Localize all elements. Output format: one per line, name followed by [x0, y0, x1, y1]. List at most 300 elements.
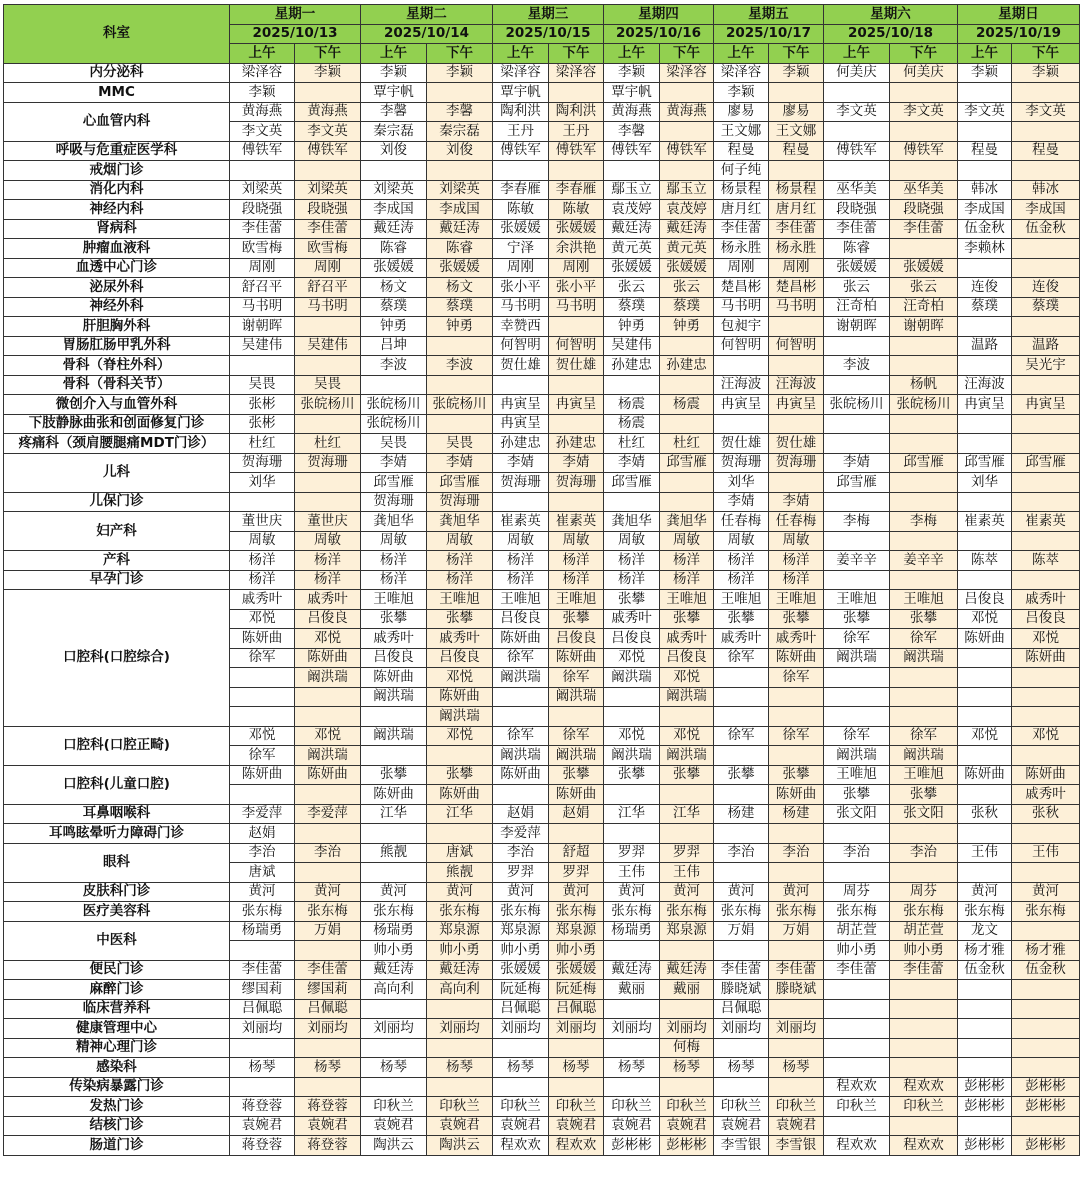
- doctor-cell: 阚洪瑞: [361, 687, 427, 707]
- doctor-cell: 吴畏: [361, 434, 427, 454]
- doctor-cell: [890, 473, 958, 493]
- doctor-cell: [493, 161, 549, 181]
- doctor-cell: [660, 336, 714, 356]
- doctor-cell: 贺海珊: [427, 492, 493, 512]
- doctor-cell: [714, 746, 769, 766]
- department-name: 神经外科: [4, 297, 230, 317]
- doctor-cell: 傅铁军: [890, 141, 958, 161]
- doctor-cell: 张媛媛: [890, 258, 958, 278]
- doctor-cell: 戚秀叶: [427, 629, 493, 649]
- doctor-cell: 何智明: [493, 336, 549, 356]
- doctor-cell: 周刚: [769, 258, 824, 278]
- doctor-cell: 刘丽均: [493, 1019, 549, 1039]
- doctor-cell: 李文英: [824, 102, 890, 122]
- doctor-cell: [427, 824, 493, 844]
- doctor-cell: 何智明: [549, 336, 604, 356]
- doctor-cell: [295, 863, 361, 883]
- doctor-cell: 何子纯: [714, 161, 769, 181]
- doctor-cell: [427, 1077, 493, 1097]
- department-name: 麻醉门诊: [4, 980, 230, 1000]
- doctor-cell: 李佳蕾: [230, 219, 295, 239]
- doctor-cell: 王唯旭: [361, 590, 427, 610]
- doctor-cell: [824, 375, 890, 395]
- doctor-cell: 邓悦: [958, 726, 1012, 746]
- doctor-cell: 陈萃: [1012, 551, 1080, 571]
- doctor-cell: 张小平: [493, 278, 549, 298]
- doctor-cell: 何智明: [714, 336, 769, 356]
- doctor-cell: 李颖: [361, 63, 427, 83]
- doctor-cell: [890, 1116, 958, 1136]
- doctor-cell: [604, 1038, 660, 1058]
- doctor-cell: 印秋兰: [769, 1097, 824, 1117]
- doctor-cell: 陈妍曲: [493, 765, 549, 785]
- doctor-cell: [230, 161, 295, 181]
- doctor-cell: 任春梅: [769, 512, 824, 532]
- doctor-cell: 陈妍曲: [230, 765, 295, 785]
- doctor-cell: 高向利: [427, 980, 493, 1000]
- doctor-cell: 张东梅: [890, 902, 958, 922]
- doctor-cell: 程欢欢: [890, 1136, 958, 1156]
- doctor-cell: [361, 707, 427, 727]
- doctor-cell: 廖易: [769, 102, 824, 122]
- doctor-cell: 杨景程: [714, 180, 769, 200]
- schedule-row: [4, 200, 1080, 220]
- doctor-cell: 戴廷涛: [660, 960, 714, 980]
- doctor-cell: 徐军: [890, 629, 958, 649]
- schedule-table: [3, 4, 1080, 1156]
- doctor-cell: [1012, 258, 1080, 278]
- doctor-cell: 郑泉源: [660, 921, 714, 941]
- doctor-cell: [604, 941, 660, 961]
- department-name: 口腔科(儿童口腔): [4, 765, 230, 804]
- doctor-cell: 周敏: [660, 531, 714, 551]
- doctor-cell: 张媛媛: [493, 960, 549, 980]
- doctor-cell: 马书明: [769, 297, 824, 317]
- doctor-cell: 欧雪梅: [230, 239, 295, 259]
- doctor-cell: 杨震: [604, 395, 660, 415]
- doctor-cell: 袁婉君: [714, 1116, 769, 1136]
- doctor-cell: 杨洋: [493, 570, 549, 590]
- doctor-cell: [427, 999, 493, 1019]
- doctor-cell: [769, 863, 824, 883]
- day-header: 星期六: [824, 5, 958, 25]
- doctor-cell: 马书明: [493, 297, 549, 317]
- department-name: 消化内科: [4, 180, 230, 200]
- doctor-cell: 黄元英: [604, 239, 660, 259]
- doctor-cell: 张东梅: [824, 902, 890, 922]
- doctor-cell: 袁婉君: [549, 1116, 604, 1136]
- am-header: 上午: [493, 44, 549, 64]
- day-header: 星期四: [604, 5, 714, 25]
- doctor-cell: [714, 824, 769, 844]
- doctor-cell: 张攀: [549, 765, 604, 785]
- doctor-cell: 冉寅呈: [493, 414, 549, 434]
- doctor-cell: 孙建忠: [549, 434, 604, 454]
- doctor-cell: [361, 1077, 427, 1097]
- doctor-cell: 邓悦: [660, 726, 714, 746]
- doctor-cell: 钟勇: [604, 317, 660, 337]
- doctor-cell: 张媛媛: [549, 960, 604, 980]
- doctor-cell: 罗羿: [549, 863, 604, 883]
- doctor-cell: 周敏: [493, 531, 549, 551]
- doctor-cell: 滕晓斌: [714, 980, 769, 1000]
- doctor-cell: 周敏: [295, 531, 361, 551]
- doctor-cell: 戚秀叶: [604, 609, 660, 629]
- doctor-cell: [1012, 239, 1080, 259]
- doctor-cell: 王唯旭: [824, 590, 890, 610]
- doctor-cell: 陈妍曲: [361, 668, 427, 688]
- doctor-cell: 蔡璞: [427, 297, 493, 317]
- doctor-cell: 黄河: [958, 882, 1012, 902]
- doctor-cell: 郑泉源: [493, 921, 549, 941]
- doctor-cell: 傅铁军: [604, 141, 660, 161]
- doctor-cell: 戴廷涛: [604, 219, 660, 239]
- doctor-cell: 王唯旭: [549, 590, 604, 610]
- doctor-cell: 阚洪瑞: [604, 746, 660, 766]
- doctor-cell: 程欢欢: [493, 1136, 549, 1156]
- schedule-row: [4, 551, 1080, 571]
- doctor-cell: 刘华: [230, 473, 295, 493]
- doctor-cell: 赵娟: [493, 804, 549, 824]
- doctor-cell: [660, 83, 714, 103]
- doctor-cell: [958, 746, 1012, 766]
- pm-header: 下午: [890, 44, 958, 64]
- am-header: 上午: [230, 44, 295, 64]
- doctor-cell: [549, 375, 604, 395]
- doctor-cell: 李颖: [295, 63, 361, 83]
- doctor-cell: [1012, 375, 1080, 395]
- doctor-cell: [890, 492, 958, 512]
- doctor-cell: [824, 687, 890, 707]
- doctor-cell: 李婧: [604, 453, 660, 473]
- doctor-cell: 郑泉源: [427, 921, 493, 941]
- doctor-cell: [361, 824, 427, 844]
- doctor-cell: 李佳蕾: [714, 219, 769, 239]
- doctor-cell: [958, 122, 1012, 142]
- doctor-cell: 吕佩聪: [714, 999, 769, 1019]
- doctor-cell: [493, 707, 549, 727]
- doctor-cell: 徐军: [549, 668, 604, 688]
- doctor-cell: [493, 492, 549, 512]
- doctor-cell: 邱雪雁: [824, 473, 890, 493]
- department-name: 神经内科: [4, 200, 230, 220]
- doctor-cell: 彭彬彬: [1012, 1077, 1080, 1097]
- pm-header: 下午: [549, 44, 604, 64]
- doctor-cell: 戴丽: [660, 980, 714, 1000]
- doctor-cell: 戴廷涛: [427, 219, 493, 239]
- doctor-cell: [1012, 531, 1080, 551]
- doctor-cell: 李佳蕾: [769, 219, 824, 239]
- doctor-cell: 李治: [230, 843, 295, 863]
- doctor-cell: 刘丽均: [769, 1019, 824, 1039]
- doctor-cell: [958, 824, 1012, 844]
- doctor-cell: 戴丽: [604, 980, 660, 1000]
- doctor-cell: [958, 414, 1012, 434]
- doctor-cell: 舒召平: [230, 278, 295, 298]
- schedule-row: [4, 843, 1080, 863]
- doctor-cell: [890, 824, 958, 844]
- doctor-cell: [1012, 980, 1080, 1000]
- schedule-row: [4, 960, 1080, 980]
- doctor-cell: [824, 824, 890, 844]
- doctor-cell: 刘梁英: [427, 180, 493, 200]
- doctor-cell: 董世庆: [230, 512, 295, 532]
- doctor-cell: 印秋兰: [493, 1097, 549, 1117]
- doctor-cell: 傅铁军: [230, 141, 295, 161]
- doctor-cell: [295, 83, 361, 103]
- department-name: 胃肠肛肠甲乳外科: [4, 336, 230, 356]
- department-name: 微创介入与血管外科: [4, 395, 230, 415]
- doctor-cell: 彭彬彬: [660, 1136, 714, 1156]
- doctor-cell: [890, 83, 958, 103]
- doctor-cell: 钟勇: [427, 317, 493, 337]
- doctor-cell: 吕俊良: [1012, 609, 1080, 629]
- doctor-cell: [958, 1116, 1012, 1136]
- doctor-cell: 戚秀叶: [769, 629, 824, 649]
- doctor-cell: 姜辛辛: [824, 551, 890, 571]
- doctor-cell: 戚秀叶: [1012, 785, 1080, 805]
- department-name: 皮肤科门诊: [4, 882, 230, 902]
- doctor-cell: 徐军: [493, 648, 549, 668]
- doctor-cell: [958, 83, 1012, 103]
- doctor-cell: 李赖林: [958, 239, 1012, 259]
- doctor-cell: 崔素英: [493, 512, 549, 532]
- doctor-cell: [427, 414, 493, 434]
- doctor-cell: 唐月红: [769, 200, 824, 220]
- doctor-cell: 阚洪瑞: [890, 746, 958, 766]
- schedule-row: [4, 375, 1080, 395]
- doctor-cell: 黄河: [549, 882, 604, 902]
- doctor-cell: 戴廷涛: [361, 219, 427, 239]
- doctor-cell: 阮延梅: [549, 980, 604, 1000]
- doctor-cell: 黄海燕: [604, 102, 660, 122]
- doctor-cell: 黄河: [604, 882, 660, 902]
- schedule-row: [4, 902, 1080, 922]
- doctor-cell: 张东梅: [230, 902, 295, 922]
- doctor-cell: [230, 687, 295, 707]
- doctor-cell: 张攀: [714, 765, 769, 785]
- doctor-cell: 王唯旭: [714, 590, 769, 610]
- doctor-cell: 印秋兰: [714, 1097, 769, 1117]
- doctor-cell: 程曼: [769, 141, 824, 161]
- doctor-cell: 黄河: [361, 882, 427, 902]
- doctor-cell: 张皖杨川: [295, 395, 361, 415]
- doctor-cell: 邓悦: [230, 726, 295, 746]
- doctor-cell: 杜红: [660, 434, 714, 454]
- doctor-cell: [769, 687, 824, 707]
- department-name: 儿保门诊: [4, 492, 230, 512]
- doctor-cell: [958, 434, 1012, 454]
- doctor-cell: 杨琴: [361, 1058, 427, 1078]
- doctor-cell: [1012, 921, 1080, 941]
- doctor-cell: 李爱萍: [493, 824, 549, 844]
- doctor-cell: [890, 999, 958, 1019]
- doctor-cell: [604, 375, 660, 395]
- doctor-cell: [1012, 707, 1080, 727]
- day-header: 星期一: [230, 5, 361, 25]
- doctor-cell: [660, 824, 714, 844]
- department-name: 肿瘤血液科: [4, 239, 230, 259]
- doctor-cell: 汪海波: [958, 375, 1012, 395]
- doctor-cell: 张媛媛: [427, 258, 493, 278]
- doctor-cell: 傅铁军: [660, 141, 714, 161]
- doctor-cell: 唐斌: [230, 863, 295, 883]
- doctor-cell: 袁婉君: [604, 1116, 660, 1136]
- doctor-cell: 秦宗磊: [427, 122, 493, 142]
- doctor-cell: 张皖杨川: [361, 414, 427, 434]
- doctor-cell: 杨琴: [769, 1058, 824, 1078]
- doctor-cell: 徐军: [769, 668, 824, 688]
- doctor-cell: [714, 707, 769, 727]
- doctor-cell: [714, 941, 769, 961]
- doctor-cell: [361, 1038, 427, 1058]
- doctor-cell: 滕晓斌: [769, 980, 824, 1000]
- doctor-cell: 李成国: [427, 200, 493, 220]
- schedule-row: [4, 180, 1080, 200]
- doctor-cell: [824, 83, 890, 103]
- doctor-cell: [295, 356, 361, 376]
- doctor-cell: 张攀: [549, 609, 604, 629]
- doctor-cell: [660, 785, 714, 805]
- doctor-cell: 傅铁军: [824, 141, 890, 161]
- doctor-cell: 龚旭华: [361, 512, 427, 532]
- schedule-row: [4, 414, 1080, 434]
- doctor-cell: 贺海珊: [769, 453, 824, 473]
- doctor-cell: 吕俊良: [549, 629, 604, 649]
- doctor-cell: 黄河: [295, 882, 361, 902]
- doctor-cell: 邱雪雁: [890, 453, 958, 473]
- doctor-cell: 贺海珊: [493, 473, 549, 493]
- doctor-cell: 戴廷涛: [660, 219, 714, 239]
- doctor-cell: [769, 414, 824, 434]
- doctor-cell: 黄河: [769, 882, 824, 902]
- doctor-cell: 贺海珊: [295, 453, 361, 473]
- doctor-cell: [295, 707, 361, 727]
- doctor-cell: 程欢欢: [890, 1077, 958, 1097]
- doctor-cell: 钟勇: [660, 317, 714, 337]
- doctor-cell: [824, 1116, 890, 1136]
- doctor-cell: 吕俊良: [427, 648, 493, 668]
- doctor-cell: [361, 161, 427, 181]
- doctor-cell: 王伟: [958, 843, 1012, 863]
- doctor-cell: 周刚: [295, 258, 361, 278]
- doctor-cell: 贺海珊: [549, 473, 604, 493]
- doctor-cell: 邱雪雁: [660, 453, 714, 473]
- date-header: 2025/10/16: [604, 24, 714, 44]
- doctor-cell: 罗羿: [493, 863, 549, 883]
- doctor-cell: 刘华: [958, 473, 1012, 493]
- doctor-cell: [1012, 570, 1080, 590]
- doctor-cell: [549, 824, 604, 844]
- doctor-cell: 邓悦: [604, 726, 660, 746]
- doctor-cell: 贺仕雄: [549, 356, 604, 376]
- doctor-cell: 鄢玉立: [604, 180, 660, 200]
- doctor-cell: 吕俊良: [295, 609, 361, 629]
- doctor-cell: 周敏: [361, 531, 427, 551]
- doctor-cell: 印秋兰: [890, 1097, 958, 1117]
- doctor-cell: [1012, 122, 1080, 142]
- doctor-cell: 徐军: [890, 726, 958, 746]
- am-header: 上午: [958, 44, 1012, 64]
- doctor-cell: 刘丽均: [604, 1019, 660, 1039]
- doctor-cell: 李佳蕾: [769, 960, 824, 980]
- doctor-cell: 邱雪雁: [1012, 453, 1080, 473]
- doctor-cell: 张东梅: [427, 902, 493, 922]
- doctor-cell: 覃宇帆: [604, 83, 660, 103]
- doctor-cell: 孙建忠: [660, 356, 714, 376]
- doctor-cell: 陶洪云: [427, 1136, 493, 1156]
- doctor-cell: 陈妍曲: [361, 785, 427, 805]
- doctor-cell: 黄河: [714, 882, 769, 902]
- doctor-cell: 杨琴: [660, 1058, 714, 1078]
- doctor-cell: 张皖杨川: [824, 395, 890, 415]
- doctor-cell: 吕佩聪: [549, 999, 604, 1019]
- doctor-cell: 周芬: [824, 882, 890, 902]
- doctor-cell: 邱雪雁: [361, 473, 427, 493]
- doctor-cell: 程曼: [714, 141, 769, 161]
- doctor-cell: 杨震: [604, 414, 660, 434]
- doctor-cell: 杨洋: [769, 570, 824, 590]
- doctor-cell: 张东梅: [1012, 902, 1080, 922]
- doctor-cell: 杨洋: [549, 551, 604, 571]
- doctor-cell: 李文英: [295, 122, 361, 142]
- doctor-cell: [769, 83, 824, 103]
- doctor-cell: 阚洪瑞: [660, 746, 714, 766]
- doctor-cell: [890, 531, 958, 551]
- doctor-cell: 彭彬彬: [1012, 1097, 1080, 1117]
- doctor-cell: 余洪艳: [549, 239, 604, 259]
- doctor-cell: [890, 707, 958, 727]
- doctor-cell: 杨景程: [769, 180, 824, 200]
- doctor-cell: 何梅: [660, 1038, 714, 1058]
- doctor-cell: 陈妍曲: [295, 765, 361, 785]
- doctor-cell: 连俊: [1012, 278, 1080, 298]
- doctor-cell: 温路: [958, 336, 1012, 356]
- doctor-cell: [714, 414, 769, 434]
- doctor-cell: 陈睿: [824, 239, 890, 259]
- doctor-cell: 袁茂婷: [660, 200, 714, 220]
- am-header: 上午: [714, 44, 769, 64]
- doctor-cell: 董世庆: [295, 512, 361, 532]
- department-name: 临床营养科: [4, 999, 230, 1019]
- doctor-cell: 邓悦: [295, 726, 361, 746]
- doctor-cell: 周敏: [769, 531, 824, 551]
- doctor-cell: [230, 941, 295, 961]
- doctor-cell: [714, 1038, 769, 1058]
- doctor-cell: [824, 492, 890, 512]
- doctor-cell: 杨洋: [769, 551, 824, 571]
- doctor-cell: 陈睿: [361, 239, 427, 259]
- doctor-cell: 刘丽均: [549, 1019, 604, 1039]
- doctor-cell: [1012, 317, 1080, 337]
- doctor-cell: 万娟: [769, 921, 824, 941]
- doctor-cell: 孙建忠: [493, 434, 549, 454]
- doctor-cell: 李佳蕾: [890, 960, 958, 980]
- doctor-cell: 周敏: [604, 531, 660, 551]
- doctor-cell: [958, 1038, 1012, 1058]
- doctor-cell: 梁泽容: [660, 63, 714, 83]
- department-name: 妇产科: [4, 512, 230, 551]
- doctor-cell: [769, 941, 824, 961]
- doctor-cell: 阚洪瑞: [549, 746, 604, 766]
- doctor-cell: 何智明: [769, 336, 824, 356]
- doctor-cell: 张攀: [890, 785, 958, 805]
- doctor-cell: [1012, 668, 1080, 688]
- doctor-cell: [890, 336, 958, 356]
- doctor-cell: 李治: [493, 843, 549, 863]
- doctor-cell: [295, 317, 361, 337]
- doctor-cell: 汪海波: [769, 375, 824, 395]
